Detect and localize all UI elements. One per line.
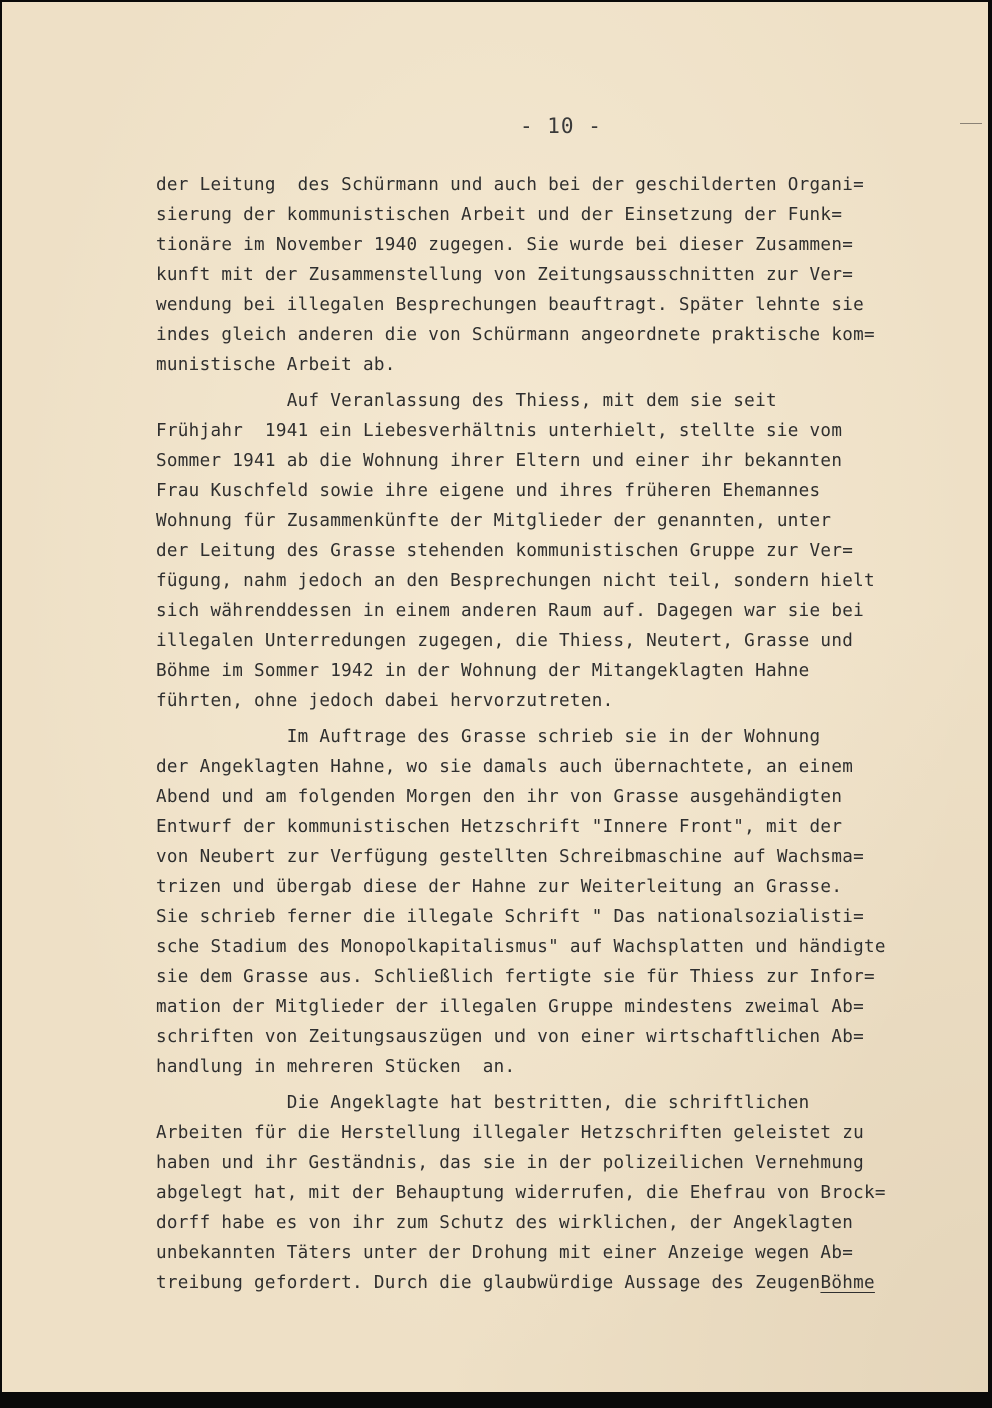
text-line-last [156, 1268, 956, 1298]
text-line: kunft mit der Zusammenstellung von Zeitungsausschnitten zur Ver= [156, 265, 854, 285]
paragraph-3 [156, 722, 956, 1082]
text-line: Böhme im Sommer 1942 in der Wohnung der Mitangeklagten Hahne [156, 661, 810, 681]
text-line: haben und ihr Geständnis, das sie in der polizeilichen Vernehmung [156, 1153, 865, 1173]
text-line: Sommer 1941 ab die Wohnung ihrer Eltern und einer ihr bekannten [156, 451, 843, 471]
text-line: unbekannten Täters unter der Drohung mit einer Anzeige wegen Ab= [156, 1243, 854, 1263]
text-line: Die Angeklagte hat bestritten, die schriftlichen [156, 1093, 810, 1113]
text-line: Entwurf der kommunistischen Hetzschrift "Innere Front", mit der [156, 817, 843, 837]
text-line: sierung der kommunistischen Arbeit und der Einsetzung der Funk= [156, 205, 843, 225]
text-line: Arbeiten für die Herstellung illegaler Hetzschriften geleistet zu [156, 1123, 865, 1143]
page-number: - 10 - [520, 114, 602, 138]
text-line: wendung bei illegalen Besprechungen beauftragt. Später lehnte sie [156, 295, 865, 315]
text-line: der Angeklagten Hahne, wo sie damals auch übernachtete, an einem [156, 757, 854, 777]
text-line: Frühjahr 1941 ein Liebesverhältnis unterhielt, stellte sie vom [156, 421, 843, 441]
text-line: Wohnung für Zusammenkünfte der Mitglieder der genannten, unter [156, 511, 832, 531]
text-line: trizen und übergab diese der Hahne zur Weiterleitung an Grasse. [156, 877, 843, 897]
text-line: abgelegt hat, mit der Behauptung widerrufen, die Ehefrau von Brock= [156, 1183, 886, 1203]
text-line: illegalen Unterredungen zugegen, die Thiess, Neutert, Grasse und [156, 631, 854, 651]
paragraph-2 [156, 386, 956, 716]
text-line: führten, ohne jedoch dabei hervorzutreten. [156, 691, 614, 711]
text-line: sich währenddessen in einem anderen Raum auf. Dagegen war sie bei [156, 601, 865, 621]
text-line: Abend und am folgenden Morgen den ihr von Grasse ausgehändigten [156, 787, 843, 807]
paragraph-4 [156, 1088, 956, 1298]
document-body [156, 170, 956, 1298]
underlined-name: Böhme [820, 1273, 875, 1293]
text-line: fügung, nahm jedoch an den Besprechungen nicht teil, sondern hielt [156, 571, 875, 591]
text-line: dorff habe es von ihr zum Schutz des wirklichen, der Angeklagten [156, 1213, 854, 1233]
margin-mark [960, 123, 982, 124]
text-line: Auf Veranlassung des Thiess, mit dem sie seit [156, 391, 777, 411]
paragraph-1 [156, 170, 956, 380]
text-line: indes gleich anderen die von Schürmann angeordnete praktische kom= [156, 325, 875, 345]
text-line-body: treibung gefordert. Durch die glaubwürdige Aussage des Zeugen [156, 1273, 821, 1293]
text-line: mation der Mitglieder der illegalen Gruppe mindestens zweimal Ab= [156, 997, 865, 1017]
text-line: Sie schrieb ferner die illegale Schrift " Das nationalsozialisti= [156, 907, 865, 927]
text-line: der Leitung des Grasse stehenden kommunistischen Gruppe zur Ver= [156, 541, 854, 561]
text-line: schriften von Zeitungsauszügen und von einer wirtschaftlichen Ab= [156, 1027, 865, 1047]
text-line: munistische Arbeit ab. [156, 355, 396, 375]
text-line: Frau Kuschfeld sowie ihre eigene und ihres früheren Ehemannes [156, 481, 821, 501]
text-line: sie dem Grasse aus. Schließlich fertigte sie für Thiess zur Infor= [156, 967, 875, 987]
document-page [2, 2, 988, 1392]
text-line: der Leitung des Schürmann und auch bei der geschilderten Organi= [156, 175, 865, 195]
text-line: Im Auftrage des Grasse schrieb sie in der Wohnung [156, 727, 821, 747]
text-line: handlung in mehreren Stücken an. [156, 1057, 516, 1077]
text-line: sche Stadium des Monopolkapitalismus" auf Wachsplatten und händigte [156, 937, 886, 957]
text-line: von Neubert zur Verfügung gestellten Schreibmaschine auf Wachsma= [156, 847, 865, 867]
text-line: tionäre im November 1940 zugegen. Sie wurde bei dieser Zusammen= [156, 235, 854, 255]
